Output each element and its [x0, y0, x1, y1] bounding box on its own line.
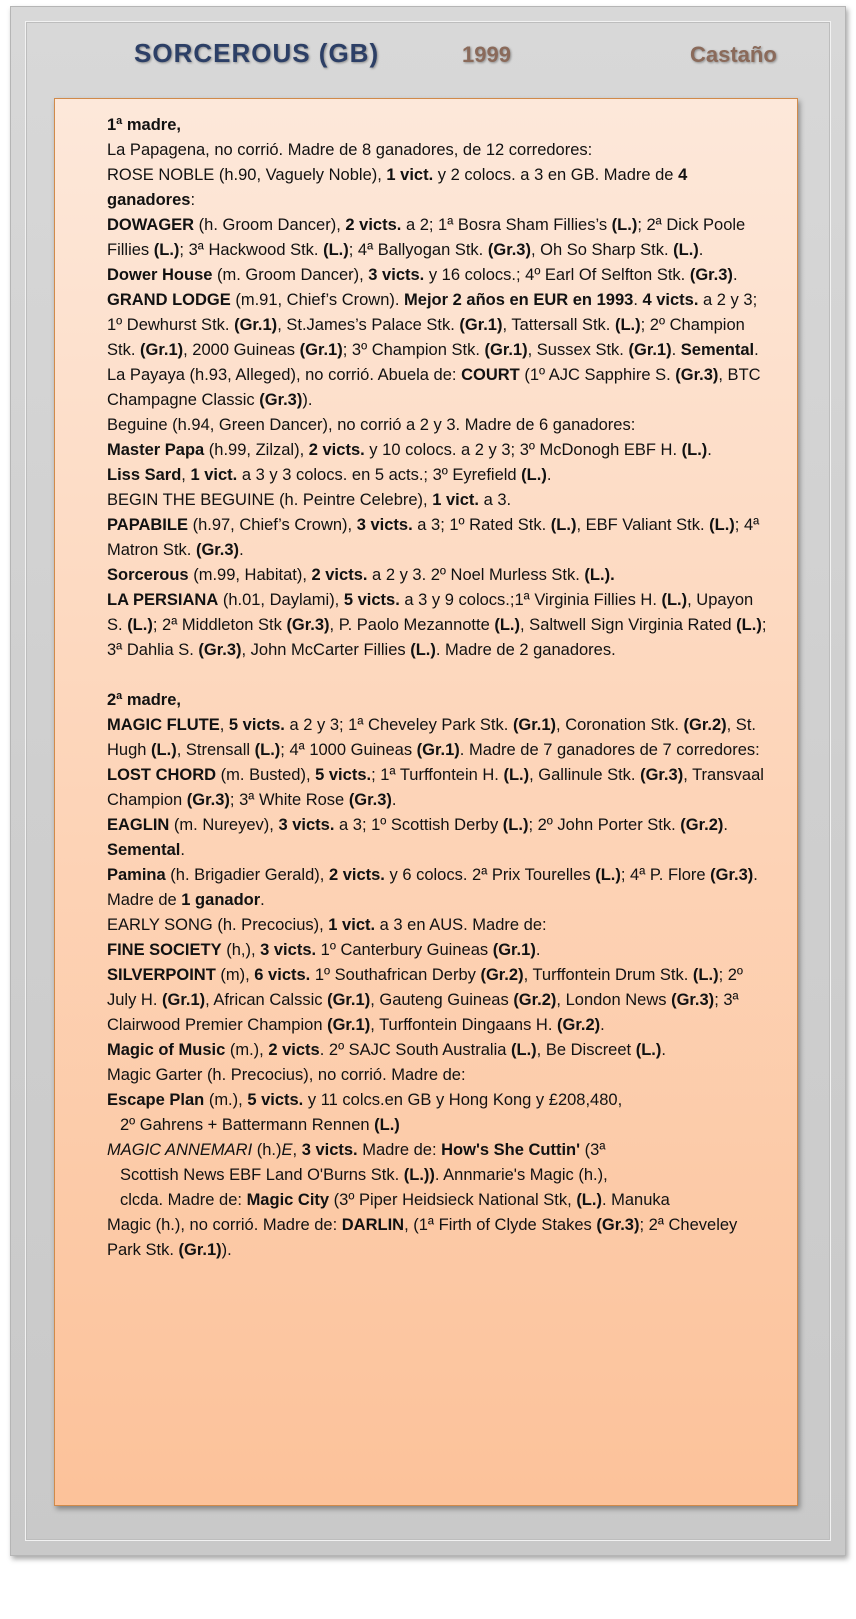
bold-text-run: (L.) [503, 766, 530, 784]
pedigree-panel [54, 98, 798, 1506]
pedigree-paragraph [107, 938, 767, 963]
bold-text-run: (Gr.1) [327, 1016, 371, 1034]
bold-text-run: (L.) [550, 516, 577, 534]
pedigree-paragraph [107, 463, 767, 488]
bold-text-run: (Gr.3) [487, 241, 531, 259]
bold-text-run: (Gr.2) [680, 816, 724, 834]
text-run: (3ª [580, 1141, 606, 1159]
text-run: , [181, 466, 191, 484]
bold-text-run: (Gr.1) [162, 991, 206, 1009]
text-run: La Papagena, no corrió. Madre de 8 ganadores, de 12 corredores: [107, 141, 593, 159]
bold-text-run: Master Papa [107, 441, 205, 459]
pedigree-paragraph [107, 1063, 767, 1088]
bold-text-run: (Gr.1) [416, 741, 460, 759]
bold-text-run: 3 victs. [356, 516, 413, 534]
text-run: a 3. [479, 491, 512, 509]
text-run: Scottish News EBF Land O'Burns Stk. [120, 1166, 404, 1184]
bold-text-run: (L.) [709, 516, 735, 534]
text-run: (h.01, Daylami), [218, 591, 344, 609]
bold-text-run: (Gr.1) [140, 341, 184, 359]
pedigree-paragraph [107, 563, 767, 588]
bold-text-run: (Gr.2) [683, 716, 727, 734]
text-run: ; 4ª Matron Stk. [107, 516, 760, 559]
bold-text-run: How's She Cuttin' [441, 1141, 581, 1159]
text-run: (1º AJC Sapphire S. [519, 366, 676, 384]
bold-text-run: 1 vict. [432, 491, 479, 509]
pedigree-paragraph [107, 288, 767, 363]
bold-text-run: Mejor 2 años en EUR en 1993 [404, 291, 634, 309]
pedigree-paragraph [107, 213, 767, 263]
bold-text-run: 2 victs. [308, 441, 365, 459]
text-run: ; 4ª 1000 Guineas [280, 741, 417, 759]
text-run: a 3 y 9 colocs.;1ª Virginia Fillies H. [399, 591, 662, 609]
text-run: (m.), [225, 1041, 269, 1059]
bold-text-run: (Gr.2) [557, 1016, 601, 1034]
bold-text-run: (Gr.3) [640, 766, 684, 784]
bold-text-run: MAGIC FLUTE [107, 716, 220, 734]
bold-text-run: PAPABILE [107, 516, 188, 534]
bold-text-run: 6 victs. [254, 966, 311, 984]
text-run: ; 2º July H. [107, 966, 743, 1009]
italic-text-run: E [281, 1141, 293, 1159]
pedigree-paragraph [107, 713, 767, 763]
pedigree-paragraph [107, 163, 767, 213]
text-run: , BTC Champagne Classic [107, 366, 761, 409]
text-run: a 2; 1ª Bosra Sham Fillies’s [401, 216, 612, 234]
text-run: (h.99, Zilzal), [204, 441, 309, 459]
text-run: BEGIN THE BEGUINE (h. Peintre Celebre), [107, 491, 433, 509]
bold-text-run: (Gr.3) [689, 266, 733, 284]
pedigree-paragraph [107, 688, 767, 713]
text-run: ). [302, 391, 313, 409]
text-run: ; 1ª Turffontein H. [371, 766, 504, 784]
italic-text-run: MAGIC ANNEMARI [107, 1141, 253, 1159]
bold-text-run: Pamina [107, 866, 166, 884]
bold-text-run: Dower House [107, 266, 213, 284]
bold-text-run: Liss Sard [107, 466, 182, 484]
bold-text-run: EAGLIN [107, 816, 170, 834]
text-run: . [546, 466, 552, 484]
text-run: (h,), [221, 941, 261, 959]
bold-text-run: (Gr.2) [480, 966, 524, 984]
bold-text-run: (Gr.3) [195, 541, 240, 559]
text-run: EARLY SONG (h. Precocius), [107, 916, 329, 934]
pedigree-paragraph [107, 913, 767, 938]
text-run: . [698, 241, 704, 259]
bold-text-run: (Gr.3) [348, 791, 392, 809]
text-run: . [723, 816, 728, 834]
text-run: ; 4ª Ballyogan Stk. [348, 241, 488, 259]
text-run: Beguine (h.94, Green Dancer), no corrió a 2 y 3. Madre de 6 ganadores: [107, 416, 636, 434]
text-run: (m), [215, 966, 255, 984]
pedigree-paragraph [107, 588, 767, 663]
text-run: y 16 colocs.; 4º Earl Of Selfton Stk. [424, 266, 690, 284]
bold-text-run: (Gr.3) [596, 1216, 640, 1234]
text-run: . Madre de 7 ganadores de 7 corredores: [459, 741, 760, 759]
text-run: y 10 colocs. a 2 y 3; 3º McDonogh EBF H. [364, 441, 682, 459]
bold-text-run: (Gr.2) [513, 991, 557, 1009]
bold-text-run: 3 victs. [368, 266, 425, 284]
pedigree-paragraph [107, 438, 767, 463]
bold-text-run: 2 victs [268, 1041, 320, 1059]
bold-text-run: (Gr.3) [286, 616, 330, 634]
text-run: . [671, 341, 681, 359]
text-run: ; 3ª White Rose [229, 791, 349, 809]
text-run: , Transvaal Champion [107, 766, 764, 809]
text-run: clcda. Madre de: [120, 1191, 247, 1209]
text-run: ; 2º Champion Stk. [107, 316, 745, 359]
text-run: (h. Brigadier Gerald), [165, 866, 329, 884]
bold-text-run: (Gr.3) [186, 791, 230, 809]
text-run: y 2 colocs. a 3 en GB. Madre de [433, 166, 679, 184]
text-run: . [391, 791, 397, 809]
bold-text-run: 1ª madre, [107, 116, 181, 134]
bold-text-run: 5 victs. [247, 1091, 304, 1109]
text-run: , African Calssic [205, 991, 328, 1009]
bold-text-run: (L.) [494, 616, 521, 634]
text-run: , P. Paolo Mezannotte [329, 616, 495, 634]
bold-text-run: (L.) [576, 1191, 602, 1209]
pedigree-text [107, 113, 767, 1263]
bold-text-run: (L.) [673, 241, 699, 259]
text-run: , Oh So Sharp Stk. [530, 241, 674, 259]
text-run: , John McCarter Fillies [241, 641, 411, 659]
text-run: (h. Groom Dancer), [194, 216, 346, 234]
text-run: , 2000 Guineas [183, 341, 300, 359]
text-run: (m. Groom Dancer), [212, 266, 369, 284]
bold-text-run: (Gr.1) [628, 341, 672, 359]
text-run: (m. Nureyev), [169, 816, 279, 834]
text-run: . [754, 341, 759, 359]
birth-year: 1999 [462, 42, 511, 67]
text-run: 1º Canterbury Guineas [316, 941, 493, 959]
text-run: Madre de: [357, 1141, 442, 1159]
text-run: , Tattersall Stk. [502, 316, 615, 334]
text-run: . [707, 441, 712, 459]
pedigree-paragraph [107, 413, 767, 438]
bold-text-run: (L.) [595, 866, 621, 884]
text-run: a 2 y 3; 1º Dewhurst Stk. [107, 291, 758, 334]
bold-text-run: 3 victs. [278, 816, 335, 834]
bold-text-run: (Gr.1) [484, 341, 528, 359]
bold-text-run: LOST CHORD [107, 766, 217, 784]
text-run: a 3 en AUS. Madre de: [375, 916, 547, 934]
text-run: . Madre de [107, 866, 758, 909]
text-run: (m.91, Chief’s Crown). [230, 291, 405, 309]
text-run: . Manuka [601, 1191, 670, 1209]
bold-text-run: 2 victs. [328, 866, 385, 884]
text-run: ; 3ª Hackwood Stk. [179, 241, 324, 259]
text-run: : [190, 191, 196, 209]
text-run: y 11 colcs.en GB y Hong Kong y £208,480, [303, 1091, 623, 1109]
text-run: . [180, 841, 185, 859]
text-run: , [292, 1141, 302, 1159]
text-run: ; 2ª Middleton Stk [152, 616, 287, 634]
bold-text-run: (Gr.1) [234, 316, 278, 334]
text-run: . [239, 541, 244, 559]
text-run: , (1ª Firth of Clyde Stakes [404, 1216, 597, 1234]
bold-text-run: (L.) [611, 216, 638, 234]
text-run: ; 3ª Clairwood Premier Champion [107, 991, 739, 1034]
text-run: , Gallinule Stk. [529, 766, 641, 784]
bold-text-run: (L.) [692, 966, 719, 984]
pedigree-paragraph [107, 138, 767, 163]
bold-text-run: (L.) [521, 466, 547, 484]
bold-text-run: 1 ganador [181, 891, 261, 909]
bold-text-run: (Gr.1) [492, 941, 536, 959]
text-run: , Sussex Stk. [527, 341, 629, 359]
text-run: (h.97, Chief’s Crown), [187, 516, 357, 534]
text-run: , London News [556, 991, 672, 1009]
bold-text-run: (Gr.3) [710, 866, 754, 884]
bold-text-run: (L.) [151, 741, 177, 759]
bold-text-run: (L.) [374, 1116, 400, 1134]
bold-text-run: (Gr.1) [459, 316, 503, 334]
text-run: ). [221, 1241, 232, 1259]
bold-text-run: Magic City [246, 1191, 330, 1209]
text-run: , Turffontein Dingaans H. [370, 1016, 558, 1034]
pedigree-paragraph [107, 963, 767, 1038]
text-run: , Coronation Stk. [556, 716, 684, 734]
bold-text-run: (L.) [661, 591, 688, 609]
text-run: (m. Busted), [216, 766, 316, 784]
bold-text-run: (Gr.3) [259, 391, 303, 409]
text-run: y 6 colocs. 2ª Prix Tourelles [384, 866, 596, 884]
pedigree-paragraph [107, 1213, 767, 1263]
text-run: , St.James’s Palace Stk. [277, 316, 460, 334]
pedigree-paragraph [107, 763, 767, 813]
text-run: . 2º SAJC South Australia [319, 1041, 512, 1059]
bold-text-run: (L.) [323, 241, 349, 259]
text-run: (3º Piper Heidsieck National Stk, [329, 1191, 577, 1209]
text-run: ; 3º Champion Stk. [342, 341, 485, 359]
pedigree-paragraph [107, 513, 767, 563]
bold-text-run: COURT [461, 366, 520, 384]
bold-text-run: 1 vict. [328, 916, 376, 934]
bold-text-run: LA PERSIANA [107, 591, 219, 609]
pedigree-paragraph [107, 263, 767, 288]
bold-text-run: 1 vict. [386, 166, 434, 184]
text-run: ; 2ª Cheveley Park Stk. [107, 1216, 738, 1259]
pedigree-paragraph [107, 813, 767, 863]
text-run: a 3; 1º Rated Stk. [412, 516, 551, 534]
text-run: , Turffontein Drum Stk. [523, 966, 693, 984]
text-run: . Annmarie's Magic (h.), [434, 1166, 608, 1184]
text-run: , [219, 716, 229, 734]
text-run: . Madre de 2 ganadores. [435, 641, 616, 659]
pedigree-paragraph [107, 1163, 767, 1188]
bold-text-run: 2 victs. [311, 566, 368, 584]
text-run: . [732, 266, 738, 284]
bold-text-run: SILVERPOINT [107, 966, 216, 984]
text-run: ; 2ª Dick Poole Fillies [107, 216, 746, 259]
bold-text-run: (L.) [681, 441, 708, 459]
text-run: , Strensall [176, 741, 255, 759]
bold-text-run: 5 victs. [315, 766, 372, 784]
bold-text-run: (L.)) [403, 1166, 435, 1184]
text-run: ; 3ª Dahlia S. [107, 616, 767, 659]
pedigree-paragraph [107, 1188, 767, 1213]
bold-text-run: DARLIN [341, 1216, 405, 1234]
bold-text-run: Semental [107, 841, 181, 859]
text-run: 1º Southafrican Derby [310, 966, 481, 984]
bold-text-run: (Gr.3) [675, 366, 719, 384]
bold-text-run: 5 victs. [343, 591, 400, 609]
text-run: (m.99, Habitat), [188, 566, 312, 584]
text-run: ; 2º John Porter Stk. [528, 816, 681, 834]
bold-text-run: 3 victs. [260, 941, 317, 959]
pedigree-paragraph [107, 488, 767, 513]
bold-text-run: FINE SOCIETY [107, 941, 222, 959]
text-run: Magic (h.), no corrió. Madre de: [107, 1216, 342, 1234]
text-run: . [633, 291, 643, 309]
text-run: , St. Hugh [107, 716, 756, 759]
text-run: Magic Garter (h. Precocius), no corrió. Madre de: [107, 1066, 466, 1084]
bold-text-run: (L.) [153, 241, 180, 259]
text-run: , EBF Valiant Stk. [576, 516, 710, 534]
bold-text-run: (Gr.3) [671, 991, 715, 1009]
text-run: . [260, 891, 265, 909]
bold-text-run: (Gr.1) [512, 716, 557, 734]
bold-text-run: (Gr.1) [327, 991, 371, 1009]
bold-text-run: (L.) [736, 616, 762, 634]
text-run: ROSE NOBLE (h.90, Vaguely Noble), [107, 166, 387, 184]
bold-text-run: Magic of Music [107, 1041, 226, 1059]
pedigree-paragraph [107, 1113, 767, 1138]
pedigree-paragraph [107, 863, 767, 913]
text-run: (h.) [252, 1141, 282, 1159]
bold-text-run: DOWAGER [107, 216, 195, 234]
text-run: a 2 y 3. 2º Noel Murless Stk. [367, 566, 585, 584]
bold-text-run: Escape Plan [107, 1091, 205, 1109]
text-run: , Upayon S. [107, 591, 754, 634]
bold-text-run: (L.) [511, 1041, 537, 1059]
pedigree-paragraph [107, 1088, 767, 1113]
text-run: La Payaya (h.93, Alleged), no corrió. Abuela de: [107, 366, 462, 384]
bold-text-run: (L.) [635, 1041, 662, 1059]
bold-text-run: (L.) [254, 741, 281, 759]
text-run: . [535, 941, 541, 959]
bold-text-run: (Gr.1) [299, 341, 343, 359]
text-run: ; 4ª P. Flore [620, 866, 711, 884]
bold-text-run: GRAND LODGE [107, 291, 231, 309]
bold-text-run: (L.) [127, 616, 153, 634]
bold-text-run: 2 victs. [345, 216, 402, 234]
bold-text-run: 5 victs. [228, 716, 285, 734]
bold-text-run: (Gr.3) [198, 641, 242, 659]
bold-text-run: Sorcerous [107, 566, 189, 584]
bold-text-run: (L.). [584, 566, 615, 584]
pedigree-paragraph [107, 1138, 767, 1163]
pedigree-paragraph [107, 1038, 767, 1063]
pedigree-paragraph [107, 363, 767, 413]
bold-text-run: 1 vict. [190, 466, 238, 484]
bold-text-run: 3 victs. [301, 1141, 358, 1159]
bold-text-run: 4 ganadores [107, 166, 688, 209]
horse-name: SORCEROUS (GB) [134, 38, 380, 68]
bold-text-run: (L.) [410, 641, 436, 659]
text-run: 2º Gahrens + Battermann Rennen [120, 1116, 375, 1134]
text-run: . [600, 1016, 605, 1034]
paragraph-spacer [107, 663, 767, 688]
text-run: , Saltwell Sign Virginia Rated [520, 616, 737, 634]
bold-text-run: Semental [680, 341, 755, 359]
bold-text-run: (L.) [502, 816, 529, 834]
text-run: a 3; 1º Scottish Derby [334, 816, 503, 834]
bold-text-run: (L.) [614, 316, 641, 334]
text-run: (m.), [204, 1091, 248, 1109]
text-run: , Gauteng Guineas [370, 991, 514, 1009]
bold-text-run: 4 victs. [642, 291, 699, 309]
pedigree-paragraph [107, 113, 767, 138]
text-run: a 2 y 3; 1ª Cheveley Park Stk. [284, 716, 513, 734]
text-run: a 3 y 3 colocs. en 5 acts.; 3º Eyrefield [237, 466, 522, 484]
bold-text-run: (Gr.1) [178, 1241, 222, 1259]
text-run: , Be Discreet [536, 1041, 636, 1059]
coat-color: Castaño [690, 42, 777, 67]
bold-text-run: 2ª madre, [107, 691, 181, 709]
text-run: . [661, 1041, 666, 1059]
